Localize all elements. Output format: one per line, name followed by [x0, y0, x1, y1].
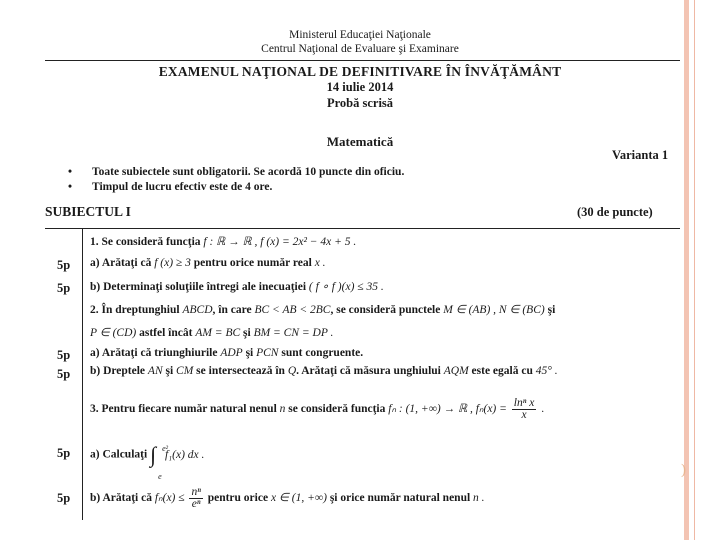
- problem-2-statement-line-2: P ∈ (CD) astfel încât AM = BC şi BM = CN = DP .: [90, 327, 334, 339]
- ministry-line-2: Centrul Naţional de Evaluare şi Examinare: [261, 43, 459, 55]
- ministry-line-1: Ministerul Educaţiei Naţionale: [289, 29, 431, 41]
- problem-2a: a) Arătaţi că triunghiurile ADP şi PCN sunt congruente.: [90, 347, 364, 359]
- function-fraction: [512, 398, 537, 421]
- bullet-icon: •: [68, 181, 73, 193]
- problem-1b: b) Determinaţi soluţiile întregi ale inecuaţiei ( f ∘ f )(x) ≤ 35 .: [90, 281, 384, 293]
- section-title: SUBIECTUL I: [45, 204, 131, 219]
- problem-3b: b) Arătaţi că fₙ(x) ≤ $\frac{\text{nⁿ}}{\text{eⁿ}}$ pentru orice x ∈ (1, +∞) şi orice număr natural nenul n .: [90, 486, 485, 510]
- points-1a: 5p: [57, 258, 71, 272]
- variant-label: Varianta 1: [612, 148, 669, 162]
- points-3b: 5p: [57, 491, 71, 505]
- bullet-icon: •: [68, 166, 73, 178]
- integral-sign: ∫ e² e: [150, 444, 156, 466]
- fraction-denominator: x: [521, 409, 527, 421]
- points-3a: 5p: [57, 446, 71, 460]
- section-rule: [45, 228, 680, 229]
- points-2b: 5p: [57, 367, 71, 381]
- exam-date: 14 iulie 2014: [326, 80, 394, 94]
- problem-1-statement: 1. Se consideră funcţia f : ℝ → ℝ , f (x) = 2x² − 4x + 5 .: [90, 236, 357, 248]
- instruction-item: • Toate subiectele sunt obligatorii. Se acordă 10 puncte din oficiu.: [68, 166, 405, 178]
- instructions-list: [68, 165, 404, 195]
- problem-1a: a) Arătaţi că f (x) ≥ 3 pentru orice număr real x .: [90, 257, 326, 269]
- instruction-item: • Timpul de lucru efectiv este de 4 ore.: [68, 181, 273, 193]
- fraction-denominator: eⁿ: [191, 498, 201, 510]
- problem-3a: a) Calculaţi ∫ e² e f₁(x) dx .: [90, 444, 204, 466]
- fraction-numerator: nⁿ: [191, 486, 201, 498]
- exam-title: EXAMENUL NAŢIONAL DE DEFINITIVARE ÎN ÎNVĂŢĂMÂNT: [158, 64, 562, 79]
- points-1b: 5p: [57, 281, 71, 295]
- problem-3-statement: 3. Pentru fiecare număr natural nenul n se consideră funcţia fₙ : (1, +∞) → ℝ , fₙ(x) = $\frac{\text{lnⁿ x}}{x}$ .: [90, 397, 545, 421]
- section-points: (30 de puncte): [577, 205, 653, 219]
- integral-upper-limit: e²: [162, 444, 169, 453]
- bound-fraction: [189, 487, 202, 510]
- slide-decoration-mark: ): [681, 462, 686, 478]
- points-column-divider: [82, 229, 83, 520]
- integral-lower-limit: e: [158, 472, 162, 481]
- exam-type: Probă scrisă: [326, 96, 394, 110]
- problem-2-statement-line-1: 2. În dreptunghiul ABCD, în care BC < AB < 2BC, se consideră punctele M ∈ (AB) , N ∈ (BC) şi: [90, 304, 556, 316]
- problem-2b: b) Dreptele AN şi CM se intersectează în Q. Arătaţi că măsura unghiului AQM este egală cu 45° .: [90, 365, 558, 377]
- fraction-numerator: lnⁿ x: [513, 397, 535, 409]
- exam-subject: Matematică: [326, 134, 394, 149]
- points-2a: 5p: [57, 348, 71, 362]
- ministry-header: [0, 28, 720, 56]
- header-rule: [45, 60, 680, 61]
